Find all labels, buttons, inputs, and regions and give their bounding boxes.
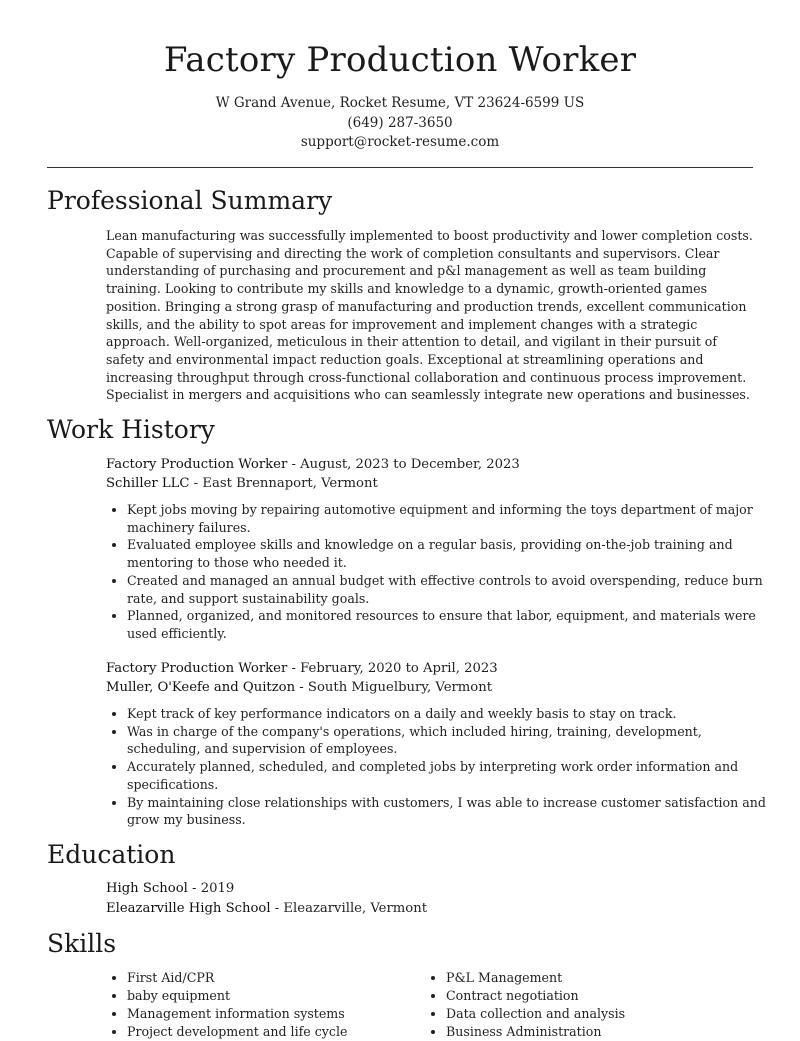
education-degree-line [106,879,234,899]
job-1-dates: - August, 2023 to December, 2023 [287,457,520,472]
education-location: - Eleazarville, Vermont [270,901,428,916]
skills-heading: Skills [47,929,117,958]
candidate-name: Factory Production Worker [163,40,637,80]
job-2-company: Muller, O'Keefe and Quitzon [106,680,296,695]
job-2-position: Factory Production Worker [106,661,288,676]
list-item: • Kept track of key performance indicators on a daily and weekly basis to stay on track. [127,705,777,723]
job-1-position: Factory Production Worker [106,457,288,472]
list-item: • Accurately planned, scheduled, and completed jobs by interpreting work order information and specifications. [127,758,777,793]
job-2-title-line [106,659,498,679]
education-school-line [106,899,427,919]
list-item: • Was in charge of the company's operations, which included hiring, training, development, scheduling, and supervision of employees. [127,723,777,758]
address-text: W Grand Avenue, Rocket Resume, VT 23624-6599 US [215,95,585,111]
skill-item: • P&L Management [446,969,746,987]
list-item: • Evaluated employee skills and knowledge on a regular basis, providing on-the-job training and mentoring to those who needed it. [127,536,777,571]
summary-heading: Professional Summary [47,186,333,215]
job-2-bullets [106,705,777,829]
list-item: • Planned, organized, and monitored resources to ensure that labor, equipment, and materials were used efficiently. [127,607,777,642]
email-link[interactable]: support@rocket-resume.com [300,134,500,150]
skill-item: • First Aid/CPR [127,969,427,987]
skills-list-left [106,969,427,1041]
job-2-location: - South Miguelbury, Vermont [295,680,493,695]
job-1-title-line [106,455,520,475]
header-divider [47,167,753,168]
skills-list-right [425,969,746,1041]
education-heading: Education [47,840,176,869]
summary-text: Lean manufacturing was successfully implemented to boost productivity and lower completion costs. Capable of supervising and directing the work of completion consultants and supervisors. Clear understanding of purchasing and procurement and p&l management as well as team building training. Looking to contribute my skills and knowledge to a dynamic, growth-oriented games position. Bringing a strong grasp of manufacturing and production trends, excellent communication skills, and the ability to spot areas for improvement and implement changes with a strategic approach. Well-organized, meticulous in their attention to detail, and vigilant in their pursuit of safety and environmental impact reduction goals. Exceptional at streamlining operations and increasing throughput through cross-functional collaboration and continuous process improvement. Specialist in mergers and acquisitions who can seamlessly integrate new operations and businesses. [106,228,753,403]
skill-item: • Business Administration [446,1023,746,1041]
list-item: • Created and managed an annual budget with effective controls to avoid overspending, reduce burn rate, and support sustainability goals. [127,572,777,607]
skill-item: • Contract negotiation [446,987,746,1005]
job-1-bullets [106,501,777,643]
skill-item: • Management information systems [127,1005,427,1023]
contact-block [0,94,800,153]
job-1-location: - East Brennaport, Vermont [189,476,378,491]
job-1-company-line [106,474,378,494]
skill-item: • baby equipment [127,987,427,1005]
job-1-company: Schiller LLC [106,476,190,491]
skill-item: • Data collection and analysis [446,1005,746,1023]
list-item: • Kept jobs moving by repairing automotive equipment and informing the toys department of major machinery failures. [127,501,777,536]
skill-item: • Project development and life cycle [127,1023,427,1041]
education-school: Eleazarville High School [106,901,271,916]
job-2-company-line [106,678,492,698]
work-history-heading: Work History [47,415,215,444]
job-2-dates: - February, 2020 to April, 2023 [287,661,498,676]
education-degree: High School [106,881,188,896]
phone-text: (649) 287-3650 [347,114,453,131]
list-item: • By maintaining close relationships with customers, I was able to increase customer satisfaction and grow my business. [127,794,777,829]
education-year: - 2019 [187,881,235,896]
